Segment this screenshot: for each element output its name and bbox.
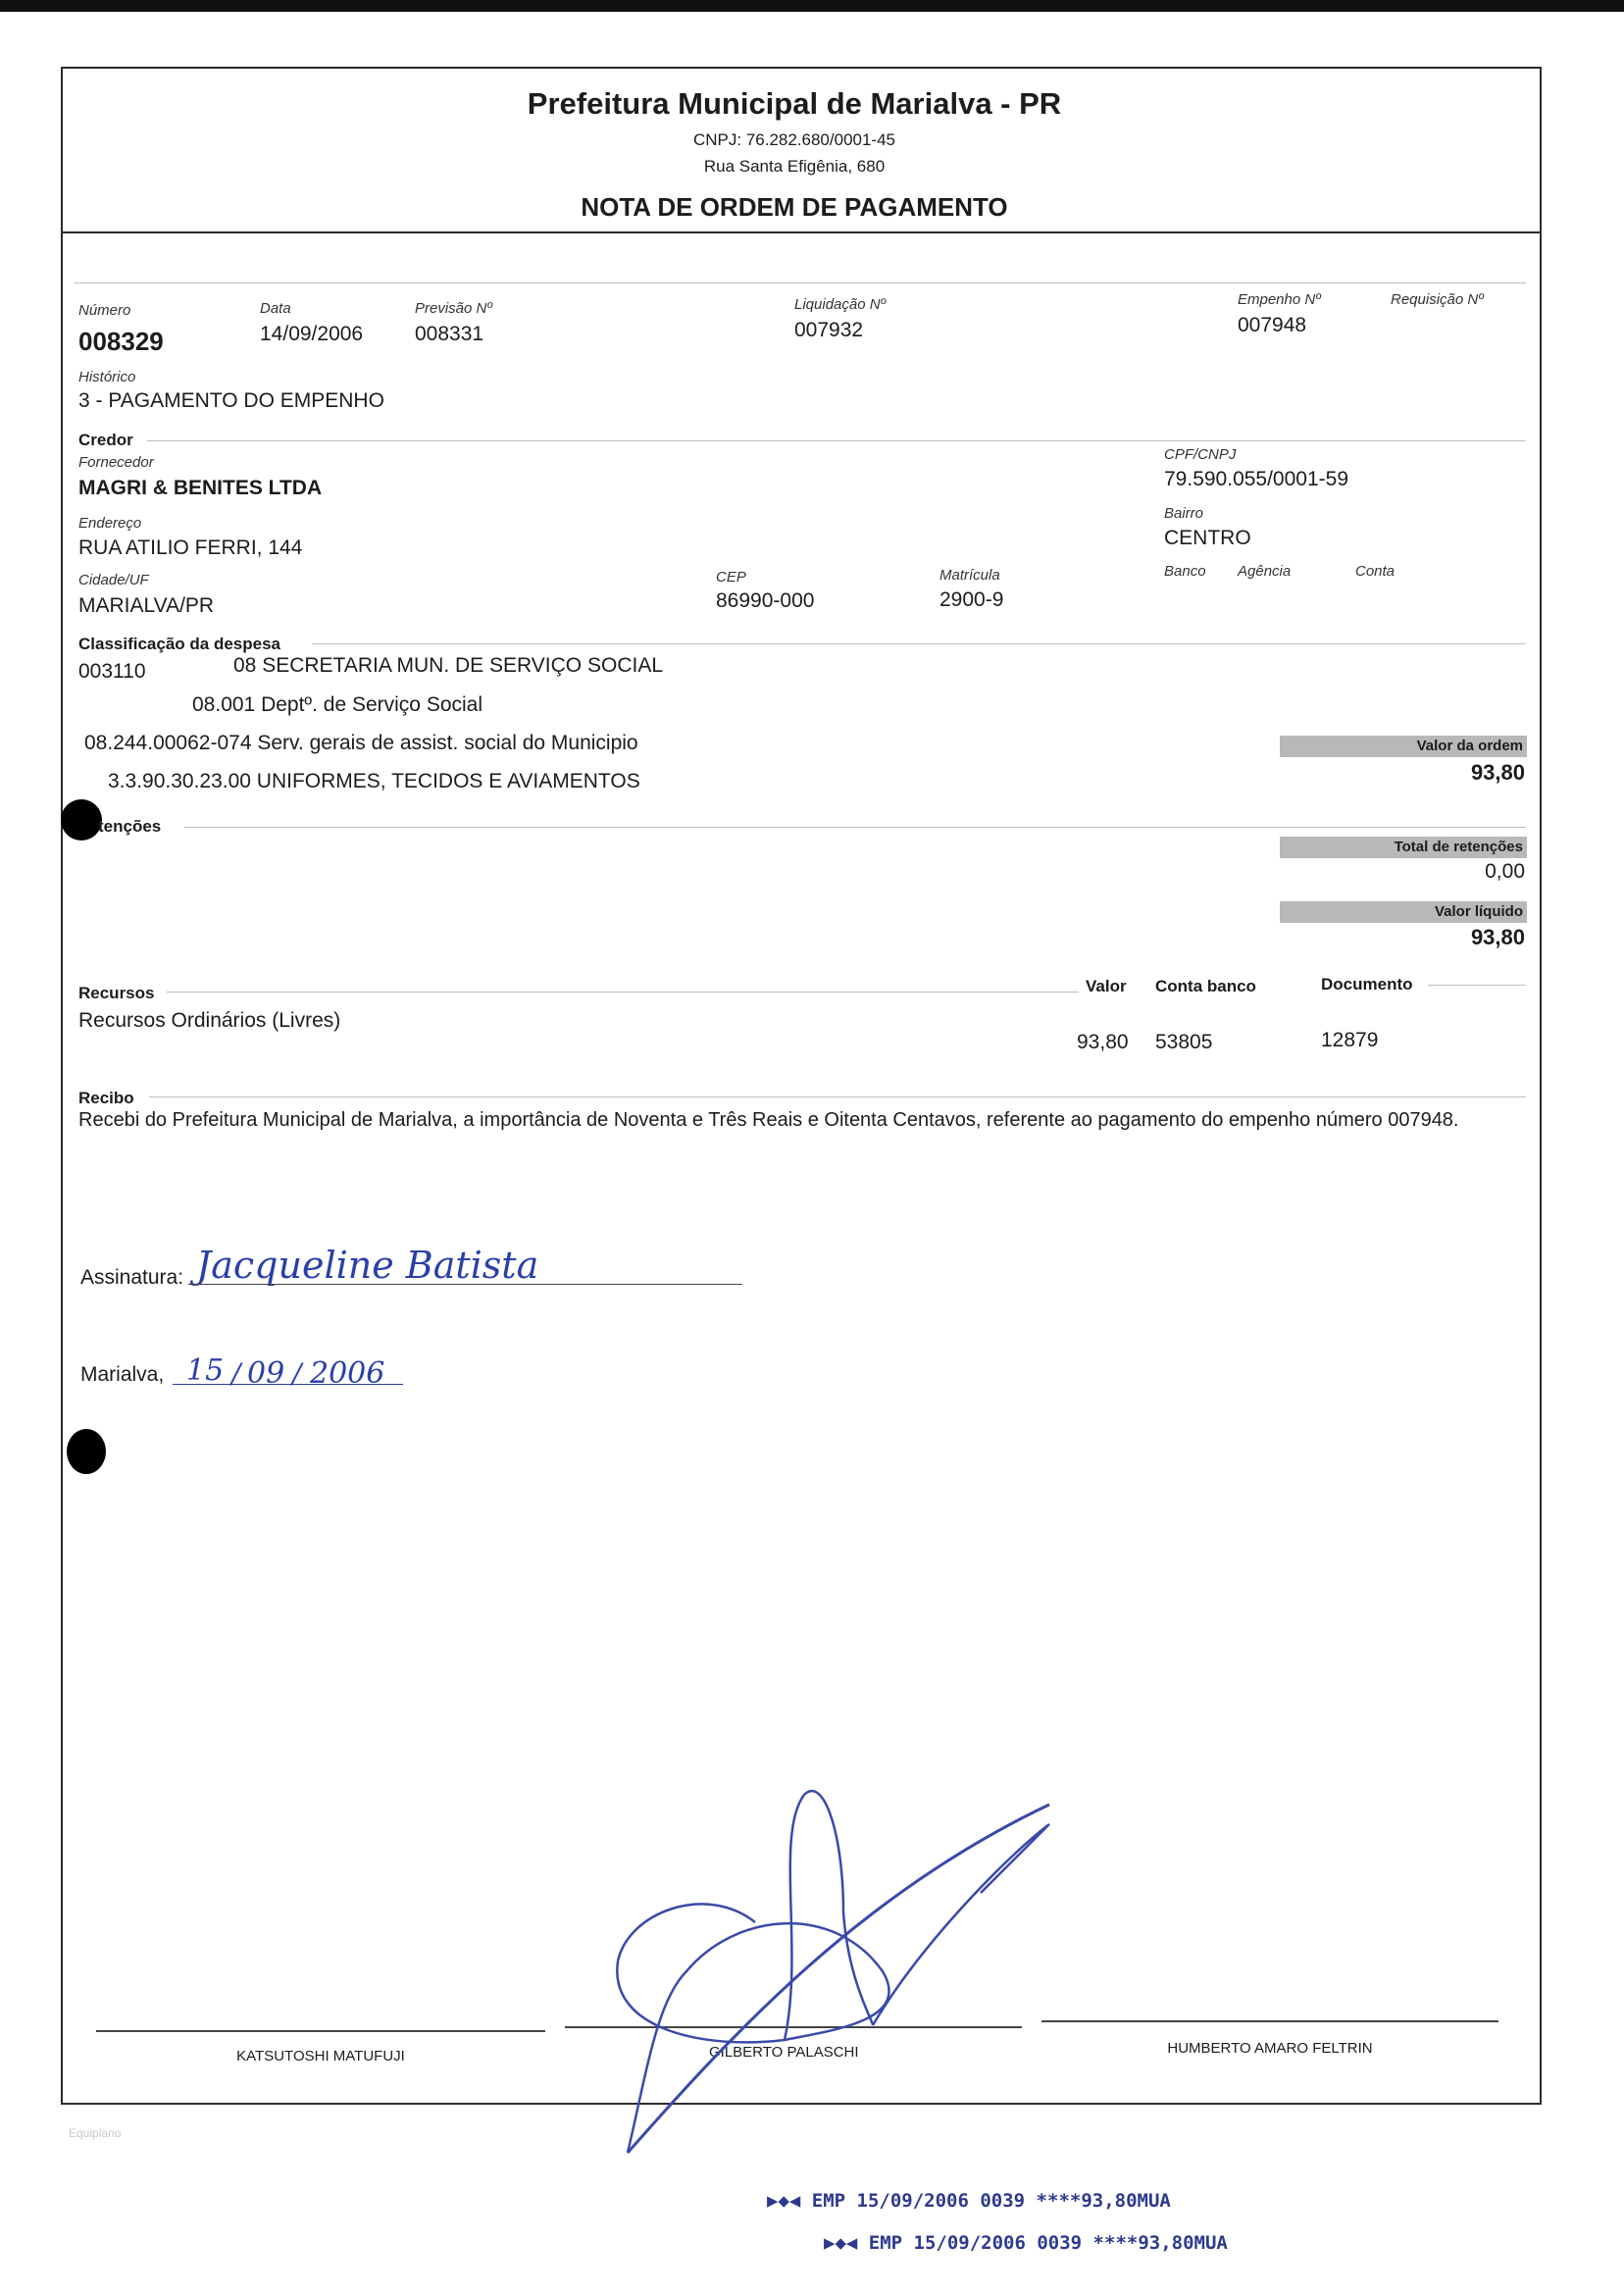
recursos-descricao: Recursos Ordinários (Livres): [78, 1009, 341, 1032]
classificacao-secretaria: 08 SECRETARIA MUN. DE SERVIÇO SOCIAL: [233, 654, 664, 677]
mayor-signature: [588, 1775, 1079, 2167]
classificacao-rule: [312, 643, 1526, 644]
row-rule: [75, 282, 1526, 283]
banco-label: Banco: [1164, 563, 1206, 580]
bank-stamp-1-text: EMP 15/09/2006 0039 ****93,80MUA: [811, 2190, 1171, 2212]
bank-stamp-1: [767, 2190, 1171, 2212]
recursos-documento-header: Documento: [1321, 975, 1413, 994]
software-watermark: Equiplano: [69, 2126, 122, 2140]
cidade-value: MARIALVA/PR: [78, 594, 215, 617]
recursos-valor-header: Valor: [1086, 977, 1127, 995]
cep-value: 86990-000: [716, 589, 815, 612]
classificacao-section-title: Classificação da despesa: [78, 635, 281, 653]
agencia-label: Agência: [1238, 563, 1292, 580]
data-recebimento-month: 09: [247, 1356, 285, 1391]
signature-line-3: [1041, 2020, 1498, 2022]
matricula-label: Matrícula: [939, 567, 1000, 584]
previsao-label: Previsão Nº: [415, 300, 492, 317]
recibo-section-title: Recibo: [78, 1089, 134, 1107]
fornecedor-value: MAGRI & BENITES LTDA: [78, 477, 323, 499]
total-retencoes-value: 0,00: [1485, 860, 1525, 883]
data-recebimento-year: 2006: [310, 1356, 385, 1391]
numero-value: 008329: [78, 327, 164, 356]
local-label: Marialva,: [80, 1363, 165, 1386]
recibo-rule: [149, 1096, 1526, 1097]
requisicao-label: Requisição Nº: [1391, 291, 1484, 308]
recursos-conta-header: Conta banco: [1155, 977, 1256, 995]
recursos-rule: [167, 992, 1079, 993]
classificacao-elemento: 3.3.90.30.23.00 UNIFORMES, TECIDOS E AVIAMENTOS: [108, 770, 640, 792]
signatory-3-name: HUMBERTO AMARO FELTRIN: [1167, 2040, 1373, 2057]
data-recebimento-day: 15: [186, 1353, 225, 1388]
document-title: NOTA DE ORDEM DE PAGAMENTO: [581, 192, 1008, 222]
valor-liquido-label: Valor líquido: [1280, 901, 1527, 923]
bank-stamp-2-text: EMP 15/09/2006 0039 ****93,80MUA: [868, 2232, 1228, 2254]
conta-label: Conta: [1355, 563, 1396, 580]
endereco-label: Endereço: [78, 515, 142, 532]
date-slash-2: /: [292, 1357, 302, 1390]
scan-top-edge: [0, 0, 1624, 12]
cep-label: CEP: [716, 569, 746, 586]
valor-liquido-value: 93,80: [1470, 925, 1525, 949]
liquidacao-label: Liquidação Nº: [794, 296, 887, 313]
cpf-label: CPF/CNPJ: [1164, 446, 1237, 463]
historico-value: 3 - PAGAMENTO DO EMPENHO: [78, 389, 384, 412]
signatory-2-name: GILBERTO PALASCHI: [709, 2044, 859, 2061]
cpf-value: 79.590.055/0001-59: [1164, 468, 1349, 490]
credor-rule: [147, 440, 1526, 441]
cidade-label: Cidade/UF: [78, 572, 149, 588]
retencoes-section-title: tenções: [98, 817, 162, 836]
valor-ordem-label: Valor da ordem: [1280, 736, 1527, 757]
bank-logo-icon: ▶◆◀: [824, 2232, 858, 2254]
classificacao-departamento: 08.001 Deptº. de Serviço Social: [192, 693, 483, 716]
total-retencoes-label: Total de retenções: [1280, 837, 1527, 858]
empenho-label: Empenho Nº: [1238, 291, 1321, 308]
retencoes-rule: [184, 827, 1526, 828]
date-slash-1: /: [231, 1357, 241, 1390]
recursos-section-title: Recursos: [78, 984, 155, 1002]
classificacao-code: 003110: [78, 660, 146, 683]
classificacao-programa: 08.244.00062-074 Serv. gerais de assist. social do Municipio: [84, 732, 638, 754]
bairro-label: Bairro: [1164, 505, 1204, 522]
header-cnpj: CNPJ: 76.282.680/0001-45: [692, 130, 896, 149]
bank-logo-icon: ▶◆◀: [767, 2190, 801, 2212]
recursos-documento: 12879: [1321, 1029, 1379, 1051]
recursos-rule-right: [1428, 985, 1526, 986]
valor-ordem-value: 93,80: [1470, 760, 1525, 785]
recibo-text: Recebi do Prefeitura Municipal de Marialva, a importância de Noventa e Três Reais e Oitenta Centavos, referente ao pagamento do empenho número 007948.: [78, 1109, 1459, 1131]
historico-label: Histórico: [78, 369, 136, 385]
credor-section-title: Credor: [78, 431, 133, 449]
punch-hole: [61, 799, 102, 841]
previsao-value: 008331: [415, 323, 484, 345]
assinatura-line: [188, 1284, 742, 1285]
punch-hole: [67, 1429, 106, 1474]
header-address: Rua Santa Efigênia, 680: [703, 157, 886, 176]
recebedor-signature: Jacqueline Batista: [196, 1244, 539, 1287]
bank-stamp-2: [824, 2232, 1228, 2254]
bairro-value: CENTRO: [1164, 527, 1251, 549]
assinatura-label: Assinatura:: [80, 1266, 184, 1289]
recursos-valor: 93,80: [1077, 1031, 1129, 1053]
signatory-1-name: KATSUTOSHI MATUFUJI: [236, 2048, 405, 2064]
fornecedor-label: Fornecedor: [78, 454, 154, 471]
recursos-conta: 53805: [1155, 1031, 1213, 1053]
data-label: Data: [260, 300, 291, 317]
endereco-value: RUA ATILIO FERRI, 144: [78, 536, 303, 559]
matricula-value: 2900-9: [939, 588, 1004, 611]
header-divider: [61, 231, 1542, 233]
numero-label: Número: [78, 302, 131, 319]
data-value: 14/09/2006: [260, 323, 364, 345]
liquidacao-value: 007932: [794, 319, 864, 341]
page-title: Prefeitura Municipal de Marialva - PR: [527, 86, 1062, 121]
data-line: [173, 1384, 403, 1385]
empenho-value: 007948: [1238, 314, 1307, 336]
signature-line-1: [96, 2030, 545, 2032]
